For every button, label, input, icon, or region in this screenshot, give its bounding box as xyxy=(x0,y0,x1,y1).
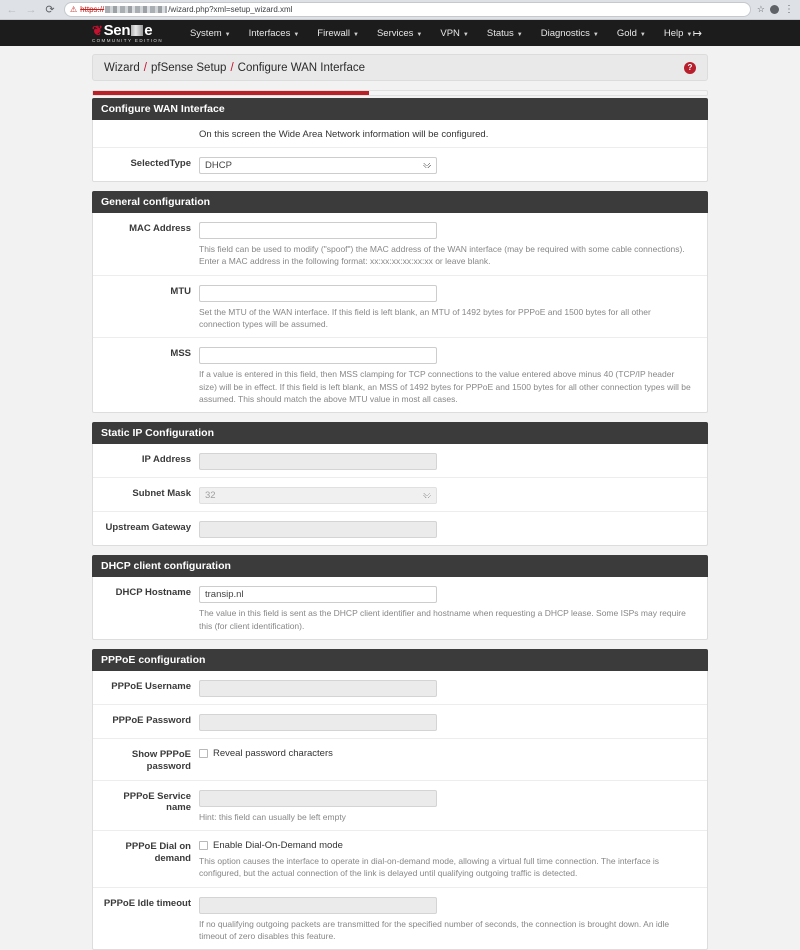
navbar-menu xyxy=(181,24,701,43)
row-upstream-gateway xyxy=(93,512,707,545)
chevron-down-icon: ▼ xyxy=(686,31,693,38)
nav-item-firewall[interactable] xyxy=(308,24,368,43)
brand-pre: Sen xyxy=(103,21,131,39)
label-pppoe-service-name: PPPoE Service name xyxy=(123,790,191,814)
label-show-pppoe-password: Show PPPoE password xyxy=(131,748,191,772)
help-dhcp-hostname: The value in this field is sent as the DHCP client identifier and hostname when requesting a DHCP lease. Some ISPs may require this (for client identification). xyxy=(199,608,686,631)
ip-address-input[interactable] xyxy=(199,453,437,470)
forward-arrow-icon[interactable]: → xyxy=(25,3,37,16)
show-password-checkline[interactable] xyxy=(199,746,698,759)
panel-body-configure-wan xyxy=(92,120,708,182)
upstream-gateway-input[interactable] xyxy=(199,521,437,538)
mss-input[interactable] xyxy=(199,347,437,364)
chevron-down-icon: ▼ xyxy=(416,31,423,38)
chevron-down-icon: ▼ xyxy=(639,31,646,38)
pfsense-mark-icon: ❦ xyxy=(92,22,103,38)
brand-redacted-block xyxy=(131,25,143,36)
enable-dial-on-demand-label: Enable Dial-On-Demand mode xyxy=(213,839,343,851)
breadcrumb-separator: / xyxy=(143,61,147,74)
nav-item-interfaces[interactable] xyxy=(240,24,309,43)
chevron-down-icon: ▼ xyxy=(592,31,599,38)
url-host-redacted xyxy=(105,6,167,13)
pfsense-logo[interactable] xyxy=(92,23,163,44)
browser-toolbar xyxy=(0,0,800,20)
nav-item-system[interactable] xyxy=(181,24,240,43)
help-circle-icon[interactable] xyxy=(684,62,696,74)
label-mss: MSS xyxy=(170,348,191,360)
panel-title-static-ip: Static IP Configuration xyxy=(92,422,708,444)
row-subnet-mask xyxy=(93,478,707,512)
nav-label: VPN xyxy=(440,27,460,39)
chevron-down-icon: ▼ xyxy=(462,31,469,38)
label-mac-address: MAC Address xyxy=(129,223,191,234)
label-pppoe-password: PPPoE Password xyxy=(112,714,191,726)
page-content xyxy=(0,46,800,941)
panel-static-ip-configuration xyxy=(92,422,708,546)
row-selected-type xyxy=(93,148,707,181)
chevron-down-icon: ▼ xyxy=(516,31,523,38)
nav-item-vpn[interactable] xyxy=(431,24,478,43)
panel-body-dhcp xyxy=(92,577,708,640)
row-pppoe-dial-on-demand xyxy=(93,831,707,888)
panel-body-general xyxy=(92,213,708,413)
panel-title-general: General configuration xyxy=(92,191,708,213)
star-icon[interactable]: ☆ xyxy=(756,4,765,14)
panel-configure-wan xyxy=(92,98,708,182)
pppoe-idle-timeout-input[interactable] xyxy=(199,897,437,914)
breadcrumb-bar xyxy=(92,54,708,81)
nav-label: Help xyxy=(663,27,684,39)
url-text xyxy=(80,5,292,14)
help-mac-address: This field can be used to modify ("spoof") the MAC address of the WAN interface (may be required with some cable connections). Enter a MAC address in the following format: xx:xx:xx:xx:xx:xx or leave blank. xyxy=(199,244,685,267)
brand-post: e xyxy=(144,21,153,39)
row-mtu xyxy=(93,276,707,339)
nav-label: Gold xyxy=(616,27,637,39)
not-secure-warning-icon: ⚠ xyxy=(70,4,78,14)
breadcrumb-current: Configure WAN Interface xyxy=(237,61,366,74)
mtu-input[interactable] xyxy=(199,285,437,302)
nav-label: Diagnostics xyxy=(540,27,590,39)
row-mss xyxy=(93,338,707,412)
main-navbar xyxy=(0,20,800,46)
row-dhcp-hostname xyxy=(93,577,707,639)
intro-spacer xyxy=(102,127,199,140)
label-subnet-mask: Subnet Mask xyxy=(132,488,191,500)
nav-item-gold[interactable] xyxy=(608,24,655,43)
label-dhcp-hostname: DHCP Hostname xyxy=(115,587,191,599)
url-path: /wizard.php?xml=setup_wizard.xml xyxy=(168,5,293,14)
logout-icon[interactable]: ↦ xyxy=(692,27,702,40)
back-arrow-icon[interactable]: ← xyxy=(6,3,18,16)
pppoe-password-input[interactable] xyxy=(199,714,437,731)
chevron-down-icon: ▼ xyxy=(353,31,359,38)
chevron-down-icon: ▼ xyxy=(293,31,300,38)
reveal-password-checkbox[interactable] xyxy=(199,749,208,758)
help-mtu: Set the MTU of the WAN interface. If this field is left blank, an MTU of 1492 bytes for PPPoE and 1500 bytes for all other connection types will be assumed. xyxy=(199,306,651,329)
panel-general-configuration xyxy=(92,191,708,413)
kebab-menu-icon[interactable]: ⋮ xyxy=(784,3,794,15)
help-mss: If a value is entered in this field, then MSS clamping for TCP connections to the value entered above minus 40 (TCP/IP header size) will be in effect. If this field is left blank, an MSS of 1492 bytes for PPPoE and 1500 bytes for all other connection types will be assumed. This should match the above MTU value in most all cases. xyxy=(199,369,691,404)
label-ip-address: IP Address xyxy=(141,454,191,466)
label-pppoe-username: PPPoE Username xyxy=(111,680,191,692)
nav-label: Firewall xyxy=(317,27,351,39)
url-scheme: https:// xyxy=(80,5,105,14)
panel-body-pppoe xyxy=(92,671,708,950)
pppoe-username-input[interactable] xyxy=(199,680,437,697)
subnet-mask-select[interactable] xyxy=(199,487,437,504)
reload-icon[interactable]: ⟳ xyxy=(45,4,55,16)
row-ip-address xyxy=(93,444,707,478)
reveal-password-label: Reveal password characters xyxy=(213,747,333,759)
brand-subtitle: COMMUNITY EDITION xyxy=(92,37,163,43)
mac-address-input[interactable] xyxy=(199,222,437,239)
breadcrumb-pfsense-setup[interactable]: pfSense Setup xyxy=(150,61,227,74)
breadcrumb-wizard[interactable]: Wizard xyxy=(104,61,140,74)
nav-item-services[interactable] xyxy=(368,24,431,43)
label-mtu: MTU xyxy=(170,285,191,297)
help-dial-on-demand: This option causes the interface to operate in dial-on-demand mode, allowing a virtual full time connection. The interface is configured, but the actual connection of the link is delayed until qualifying outgoing traffic is detected. xyxy=(199,855,660,879)
row-pppoe-username xyxy=(93,671,707,705)
nav-label: Services xyxy=(376,27,414,39)
address-bar[interactable] xyxy=(64,2,751,17)
wizard-progress-bar xyxy=(92,90,708,96)
browser-right-controls xyxy=(757,4,796,15)
panel-title-configure-wan: Configure WAN Interface xyxy=(92,98,708,120)
wizard-progress-fill xyxy=(93,91,369,95)
label-pppoe-dial-on-demand: PPPoE Dial on demand xyxy=(125,840,191,864)
panel-pppoe-configuration xyxy=(92,649,708,950)
nav-item-status[interactable] xyxy=(478,24,532,43)
brand-wordmark xyxy=(92,23,163,38)
row-pppoe-service-name xyxy=(93,781,707,831)
help-glyph: ? xyxy=(687,62,693,72)
breadcrumb xyxy=(104,62,365,74)
enable-dial-on-demand-checkbox[interactable] xyxy=(199,841,208,850)
nav-label: System xyxy=(189,27,222,39)
pppoe-service-name-input[interactable] xyxy=(199,790,437,807)
profile-avatar-icon[interactable] xyxy=(770,5,779,14)
dial-on-demand-checkline[interactable] xyxy=(199,838,698,851)
label-pppoe-idle-timeout: PPPoE Idle timeout xyxy=(103,897,191,909)
help-pppoe-idle-timeout: If no qualifying outgoing packets are transmitted for the specified number of seconds, the connection is brought down. An idle timeout of zero disables this feature. xyxy=(199,918,670,941)
wan-intro-text: On this screen the Wide Area Network information will be configured. xyxy=(199,129,489,140)
row-pppoe-idle-timeout xyxy=(93,888,707,950)
selected-type-select[interactable] xyxy=(199,157,437,174)
label-selected-type: SelectedType xyxy=(130,158,191,169)
breadcrumb-separator: / xyxy=(230,61,234,74)
nav-label: Status xyxy=(486,27,514,39)
row-show-pppoe-password xyxy=(93,739,707,781)
dhcp-hostname-input[interactable] xyxy=(199,586,437,603)
row-intro xyxy=(93,120,707,148)
panel-dhcp-client-configuration xyxy=(92,555,708,640)
panel-title-dhcp: DHCP client configuration xyxy=(92,555,708,577)
chevron-down-icon: ▼ xyxy=(224,31,231,38)
help-pppoe-service-name: Hint: this field can usually be left empty xyxy=(199,811,346,822)
nav-item-diagnostics[interactable] xyxy=(532,24,608,43)
row-pppoe-password xyxy=(93,705,707,739)
nav-label: Interfaces xyxy=(248,27,291,39)
row-mac-address xyxy=(93,213,707,276)
label-upstream-gateway: Upstream Gateway xyxy=(105,522,191,534)
panel-body-static-ip xyxy=(92,444,708,546)
panel-title-pppoe: PPPoE configuration xyxy=(92,649,708,671)
